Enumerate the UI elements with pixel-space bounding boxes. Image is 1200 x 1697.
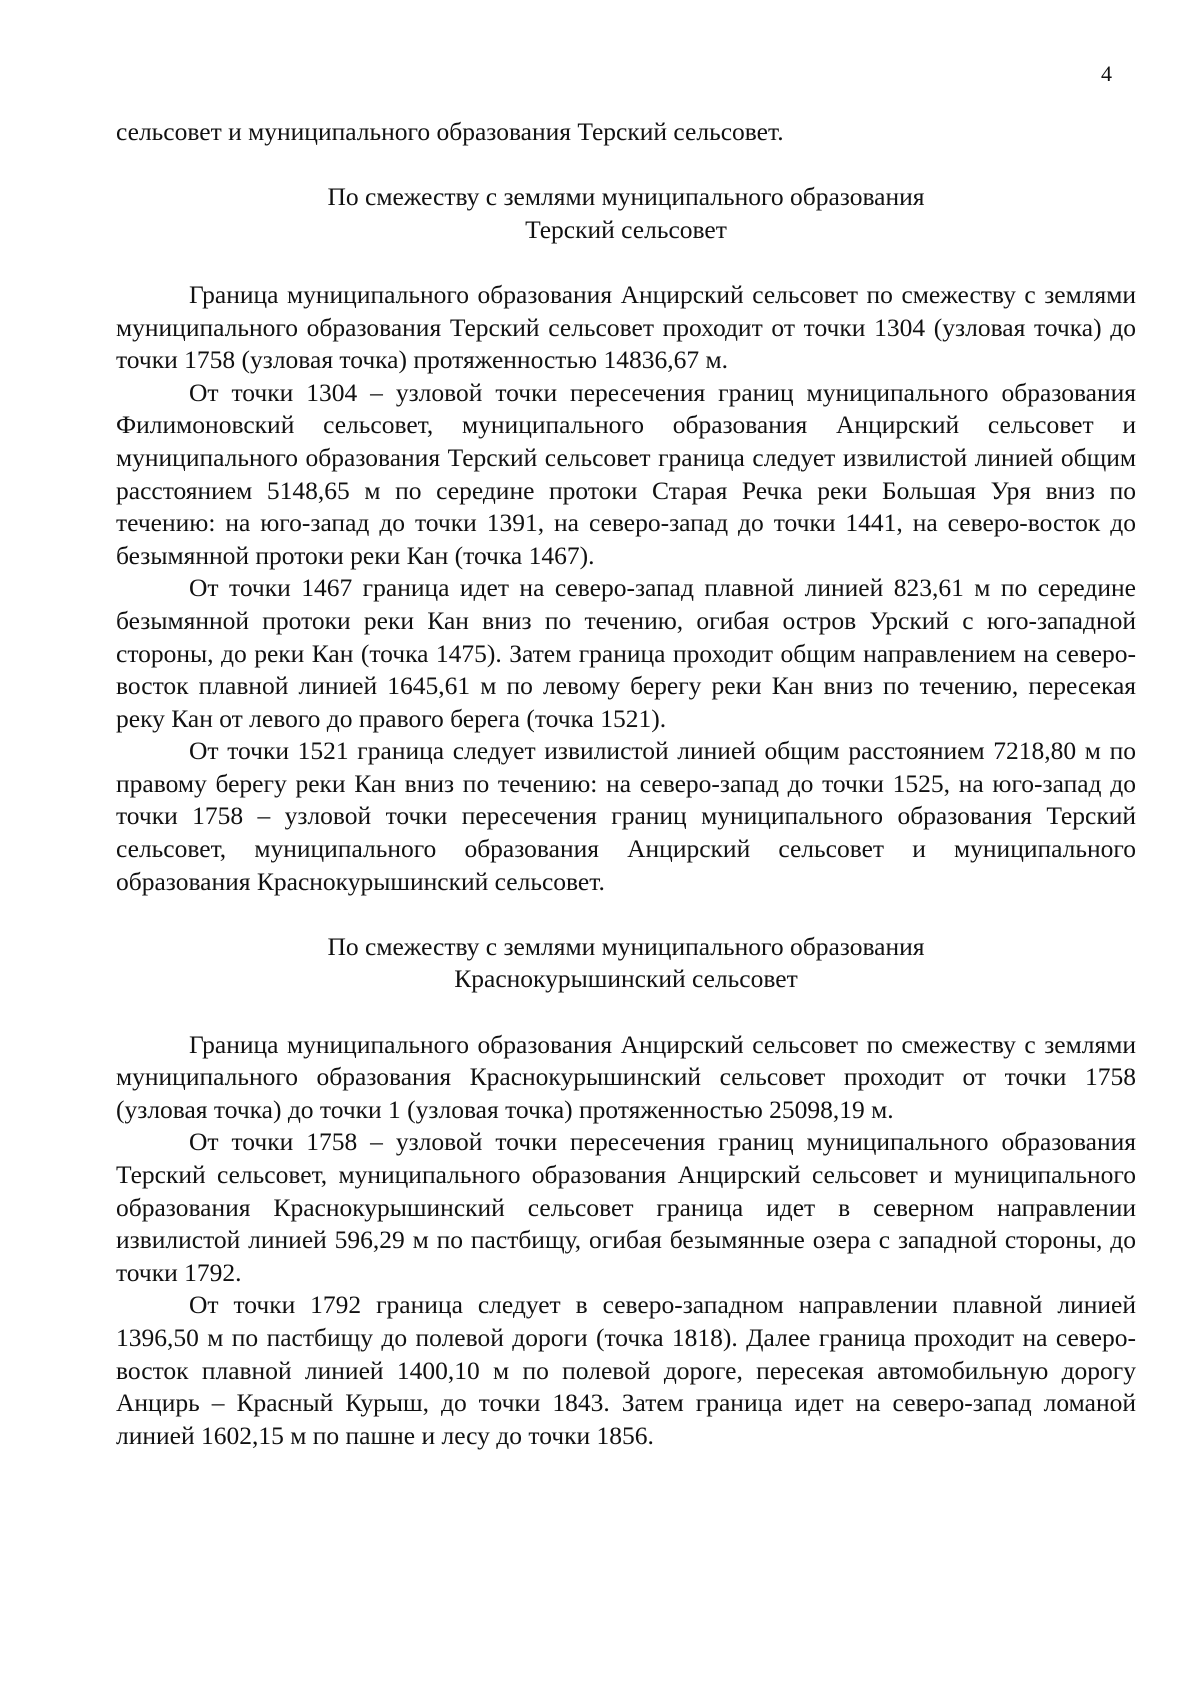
document-body bbox=[116, 116, 1136, 1452]
body-paragraph: От точки 1792 граница следует в северо-западном направлении плавной линией 1396,50 м по пастбищу до полевой дороги (точка 1818). Далее граница проходит на северо-восток плавной линией 1400,10 м по полевой дороге, пересекая автомобильную дорогу Анцирь – Красный Курыш, до точки 1843. Затем граница идет на северо-запад ломаной линией 1602,15 м по пашне и лесу до точки 1856. bbox=[116, 1290, 1136, 1450]
section-heading-line: По смежеству с землями муниципального образования bbox=[327, 182, 925, 212]
body-paragraph: От точки 1758 – узловой точки пересечения границ муниципального образования Терский сельсовет, муниципального образования Анцирский сельсовет и муниципального образования Краснокурышинский сельсовет граница идет в северном направлении извилистой линией 596,29 м по пастбищу, огибая безымянные озера с западной стороны, до точки 1792. bbox=[116, 1127, 1136, 1287]
page-number: 4 bbox=[1101, 61, 1112, 86]
body-paragraph: От точки 1467 граница идет на северо-запад плавной линией 823,61 м по середине безымянной протоки реки Кан вниз по течению, огибая остров Урский с юго-западной стороны, до реки Кан (точка 1475). Затем граница проходит общим направлением на северо-восток плавной линией 1645,61 м по левому берегу реки Кан вниз по течению, пересекая реку Кан от левого до правого берега (точка 1521). bbox=[116, 573, 1136, 733]
body-paragraph: От точки 1304 – узловой точки пересечения границ муниципального образования Филимоновский сельсовет, муниципального образования Анцирский сельсовет и муниципального образования Терский сельсовет граница следует извилистой линией общим расстоянием 5148,65 м по середине протоки Старая Речка реки Большая Уря вниз по течению: на юго-запад до точки 1391, на северо-запад до точки 1441, на северо-восток до безымянной протоки реки Кан (точка 1467). bbox=[116, 377, 1136, 570]
section-heading-line: По смежеству с землями муниципального образования bbox=[327, 931, 925, 961]
section-heading-line: Краснокурышинский сельсовет bbox=[454, 964, 798, 994]
section-heading-krasnokuryshinskiy bbox=[116, 931, 1136, 996]
body-paragraph: Граница муниципального образования Анцирский сельсовет по смежеству с землями муниципального образования Краснокурышинский сельсовет проходит от точки 1758 (узловая точка) до точки 1 (узловая точка) протяженностью 25098,19 м. bbox=[116, 1029, 1136, 1124]
section-heading-line: Терский сельсовет bbox=[525, 214, 727, 244]
lead-paragraph-fragment: сельсовет и муниципального образования Терский сельсовет. bbox=[116, 117, 784, 146]
body-paragraph: От точки 1521 граница следует извилистой линией общим расстоянием 7218,80 м по правому берегу реки Кан вниз по течению: на северо-запад до точки 1525, на юго-запад до точки 1758 – узловой точки пересечения границ муниципального образования Терский сельсовет, муниципального образования Анцирский сельсовет и муниципального образования Краснокурышинский сельсовет. bbox=[116, 736, 1136, 896]
section-heading-terskiy bbox=[116, 181, 1136, 246]
body-paragraph: Граница муниципального образования Анцирский сельсовет по смежеству с землями муниципального образования Терский сельсовет проходит от точки 1304 (узловая точка) до точки 1758 (узловая точка) протяженностью 14836,67 м. bbox=[116, 279, 1136, 375]
